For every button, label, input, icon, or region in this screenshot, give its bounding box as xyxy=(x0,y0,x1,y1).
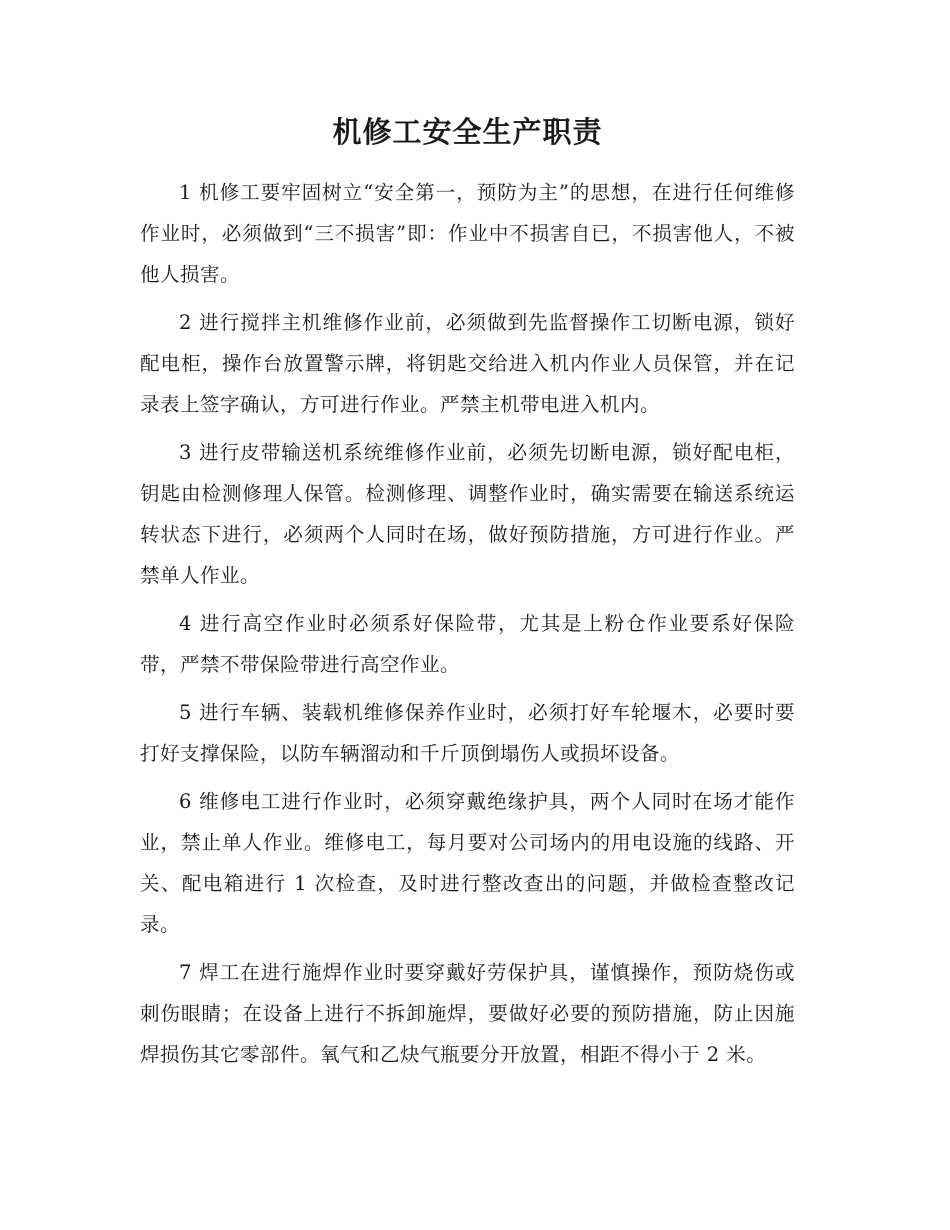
paragraph-2: 2 进行搅拌主机维修作业前，必须做到先监督操作工切断电源，锁好配电柜，操作台放置警示牌，将钥匙交给进入机内作业人员保管，并在记录表上签字确认，方可进行作业。严禁主机带电进入机内。 xyxy=(140,311,795,416)
paragraph-6: 6 维修电工进行作业时，必须穿戴绝缘护具，两个人同时在场才能作业，禁止单人作业。维修电工，每月要对公司场内的用电设施的线路、开关、配电箱进行 1 次检查，及时进行整改查出的问题，并做检查整改记录。 xyxy=(140,790,795,936)
paragraph-7: 7 焊工在进行施焊作业时要穿戴好劳保护具，谨慎操作，预防烧伤或刺伤眼睛；在设备上进行不拆卸施焊，要做好必要的预防措施，防止因施焊损伤其它零部件。氧气和乙炔气瓶要分开放置，相距不得小于 2 米。 xyxy=(140,961,795,1066)
paragraph-4: 4 进行高空作业时必须系好保险带，尤其是上粉仓作业要系好保险带，严禁不带保险带进行高空作业。 xyxy=(140,612,795,676)
document-page xyxy=(140,110,795,1082)
paragraph-1: 1 机修工要牢固树立“安全第一，预防为主”的思想，在进行任何维修作业时，必须做到“三不损害”即：作业中不损害自已，不损害他人，不被他人损害。 xyxy=(140,181,795,286)
document-title: 机修工安全生产职责 xyxy=(332,115,603,149)
paragraph-3: 3 进行皮带输送机系统维修作业前，必须先切断电源，锁好配电柜，钥匙由检测修理人保管。检测修理、调整作业时，确实需要在输送系统运转状态下进行，必须两个人同时在场，做好预防措施，方可进行作业。严禁单人作业。 xyxy=(140,441,795,587)
paragraph-5: 5 进行车辆、装载机维修保养作业时，必须打好车轮堰木，必要时要打好支撑保险，以防车辆溜动和千斤顶倒塌伤人或损坏设备。 xyxy=(140,701,795,765)
